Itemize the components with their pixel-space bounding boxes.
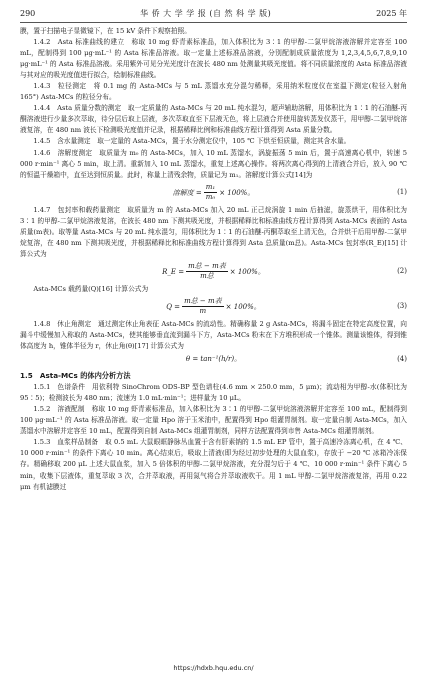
equation-lhs: 溶解度 = (172, 188, 202, 197)
paragraph-1-5-1: 1.5.1 色谱条件 用依利特 SinoChrom ODS-BP 型色谱柱(4.6 mm × 250.0 mm，5 μm)；流动相为甲醇-水(体积比为 95∶5)；检测波长为 480 nm；流速为 1.0 mL·min⁻¹；进样量为 10 μL。 (20, 383, 407, 403)
equation-lhs: R_E = (162, 267, 185, 276)
paragraph-1-5-2: 1.5.2 溶液配制 称取 10 mg 虾青素标准品，加入体积比为 3∶1 的甲醇-二氯甲烷溶液溶解并定容至 100 mL，配制得到 100 μg·mL⁻¹ 的 Asta 标准品溶液。取一定量 Hpo 溶于玉米油中，配置得到 Hpo 组灌胃制剂。取一定量自制 Asta-MCs，加入蒸馏水中溶解并定容至 10 mL，配置得到自制 Asta-MCs 组灌胃制剂，同样方法配置得到市售 Asta-MCs 组灌胃制剂。 (20, 405, 407, 436)
equation-rhs: × 100%。 (219, 188, 255, 197)
equation-number: (2) (397, 267, 407, 276)
paragraph-1-4-2: 1.4.2 Asta 标准曲线的建立 称取 10 mg 虾青素标准品，加入体积比为 3∶1 的甲醇-二氯甲烷溶液溶解并定容至 100 mL，配制得到 100 μg·mL⁻¹ 的 Asta 标准品溶液。取一定量上述标准品溶液，分别配制成质量浓度为 1,2,3,4,5,6,7,8,9,10 μg·mL⁻¹ 的 Asta 标准品溶液。采用紫外可见分光光度计在波长 480 nm 处测量其吸光度值。将不同质量浓度的 Asta 标准品溶液与其对应的吸光度值进行拟合，绘制标准曲线。 (20, 38, 407, 80)
year: 2025 年 (376, 8, 407, 18)
journal-title: 华 侨 大 学 学 报 (自 然 科 学 版) (140, 8, 272, 18)
paragraph-1-4-7: 1.4.7 包封率和载药量测定 取质量为 m 的 Asta-MCs 加入 20 mL 正己烷涡旋 1 min 后抽滤，旋蒸烘干，用体积比为 3∶1 的甲醇-二氯甲烷溶液复溶，在波长 480 nm 下测其吸光度，并根据稀释比和标准曲线方程计算得到 Asta-MCs 表面的 Asta 质量(m表)。取等量 Asta-MCs 与 20 mL 纯水混匀，用体积比为 1∶1 的石油醚-丙酮萃取至上清无色，合并烘干后用甲醇-二氯甲烷复溶，在 480 nm 下测其吸光度，并根据稀释比和标准曲线方程计算得到 Asta 总质量(m总)。Asta-MCs 包封率(R_E)[15] 计算公式为 (20, 205, 407, 258)
paragraph: 膜，置于扫描电子显微镜下，在 15 kV 条件下观察拍照。 (20, 27, 191, 35)
paragraph-loading-capacity: Asta-MCs 载药量(Q)[16] 计算公式为 (33, 284, 149, 293)
equation-rhs: × 100%。 (229, 267, 265, 276)
paragraph-1-4-4: 1.4.4 Asta 质量分数的测定 取一定质量的 Asta-MCs 与 20 mL 纯水混匀，超声辅助溶解，用体积比为 1∶1 的石油醚-丙酮溶液进行少量多次萃取，待分层后取上层液，多次萃取直至下层液无色，将上层液合并使用旋转蒸发仪蒸干，用甲醇-二氯甲烷溶液复溶，在 480 nm 波长下检测吸光度值并记录，根据稀释比例和标准曲线方程计算得到 Asta 质量分数。 (20, 104, 407, 135)
footer-url[interactable]: https://hdxb.hqu.edu.cn/ (173, 664, 254, 672)
equation-1 (20, 182, 407, 204)
equation-number: (4) (397, 355, 407, 364)
body-text (20, 26, 407, 493)
paragraph-1-4-5: 1.4.5 含水量测定 取一定量的 Asta-MCs，置于水分测定仪中，105 ℃ 下烘至恒质量，测定其含水量。 (33, 137, 351, 146)
page-number: 290 (20, 8, 36, 18)
fraction (182, 297, 224, 316)
paragraph-1-4-6: 1.4.6 溶解度测定 取质量为 m₀ 的 Asta-MCs，加入 10 mL 蒸馏水，涡旋振荡 5 min 后，置于高速离心机中，转速 5 000 r·min⁻¹ 离心 5 min，取上清。重新加入 10 mL 蒸馏水，重复上述离心操作。将两次离心得到的上清液合并后，放入 90 ℃ 的恒温干燥箱中，直至达到恒质量。此时，称量上清残余物，质量记为 m₁。溶解度计算公式[14]为 (20, 148, 407, 179)
denominator: m总 (200, 272, 214, 281)
equation-number: (1) (397, 188, 407, 197)
paragraph-1-4-8: 1.4.8 休止角测定 通过测定休止角表征 Asta-MCs 的流动性。精确称量 2 g Asta-MCs，将漏斗固定在特定高度位置，向漏斗中缓慢加入称取的 Asta-MCs，使其能够垂直流到漏斗下方，Asta-MCs 粉末在下方堆积形成一个锥体。测量该锥体，得到锥体高度为 h，锥体半径为 r，休止角(θ)[17] 计算公式为 (20, 319, 407, 351)
denominator: m₀ (205, 193, 216, 202)
fraction (186, 262, 228, 281)
numerator: m总 − m表 (188, 262, 226, 271)
equation-3 (20, 296, 407, 318)
fraction (204, 183, 217, 202)
equation-text: θ = tan⁻¹(h/r)。 (185, 355, 242, 364)
denominator: m (199, 307, 207, 316)
paragraph-1-4-3: 1.4.3 粒径测定 将 0.1 mg 的 Asta-MCs 与 5 mL 蒸馏水充分混匀稀释，采用纳米粒度仪在室温下测定(粒径入射角 165°) Asta-MCs 的粒径分布。 (20, 82, 407, 102)
equation-2 (20, 261, 407, 283)
numerator: m₁ (205, 183, 216, 192)
equation-number: (3) (397, 302, 407, 311)
equation-rhs: × 100%。 (225, 302, 261, 311)
equation-4 (20, 353, 407, 366)
section-heading: 1.5 Asta-MCs 的体内分析方法 (20, 371, 131, 381)
numerator: m总 − m表 (184, 297, 222, 306)
equation-lhs: Q = (166, 302, 181, 311)
paragraph-1-5-3: 1.5.3 血浆样品制备 取 0.5 mL 大鼠眼眶静脉丛血置于含有肝素钠的 1.5 mL EP 管中，置于高速冷冻离心机，在 4 ℃、10 000 r·min⁻¹ 的条件下离心 10 min。离心结束后，吸取上清液(即为经过初步处理的大鼠血浆)，存放于 −20 ℃ 冰箱冷冻保存。精确移取 200 μL 上述大鼠血浆，加入 5 倍体积的甲醇-二氯甲烷溶液，充分混匀后于 4 ℃、10 000 r·min⁻¹ 条件下离心 5 min，收集下层液体，重复萃取 3 次，合并萃取液，再用氮气将合并萃取液吹干。用 1 mL 甲醇-二氯甲烷溶液复溶，再用 0.22 μm 有机滤膜过 (20, 438, 407, 491)
running-header (20, 6, 407, 23)
